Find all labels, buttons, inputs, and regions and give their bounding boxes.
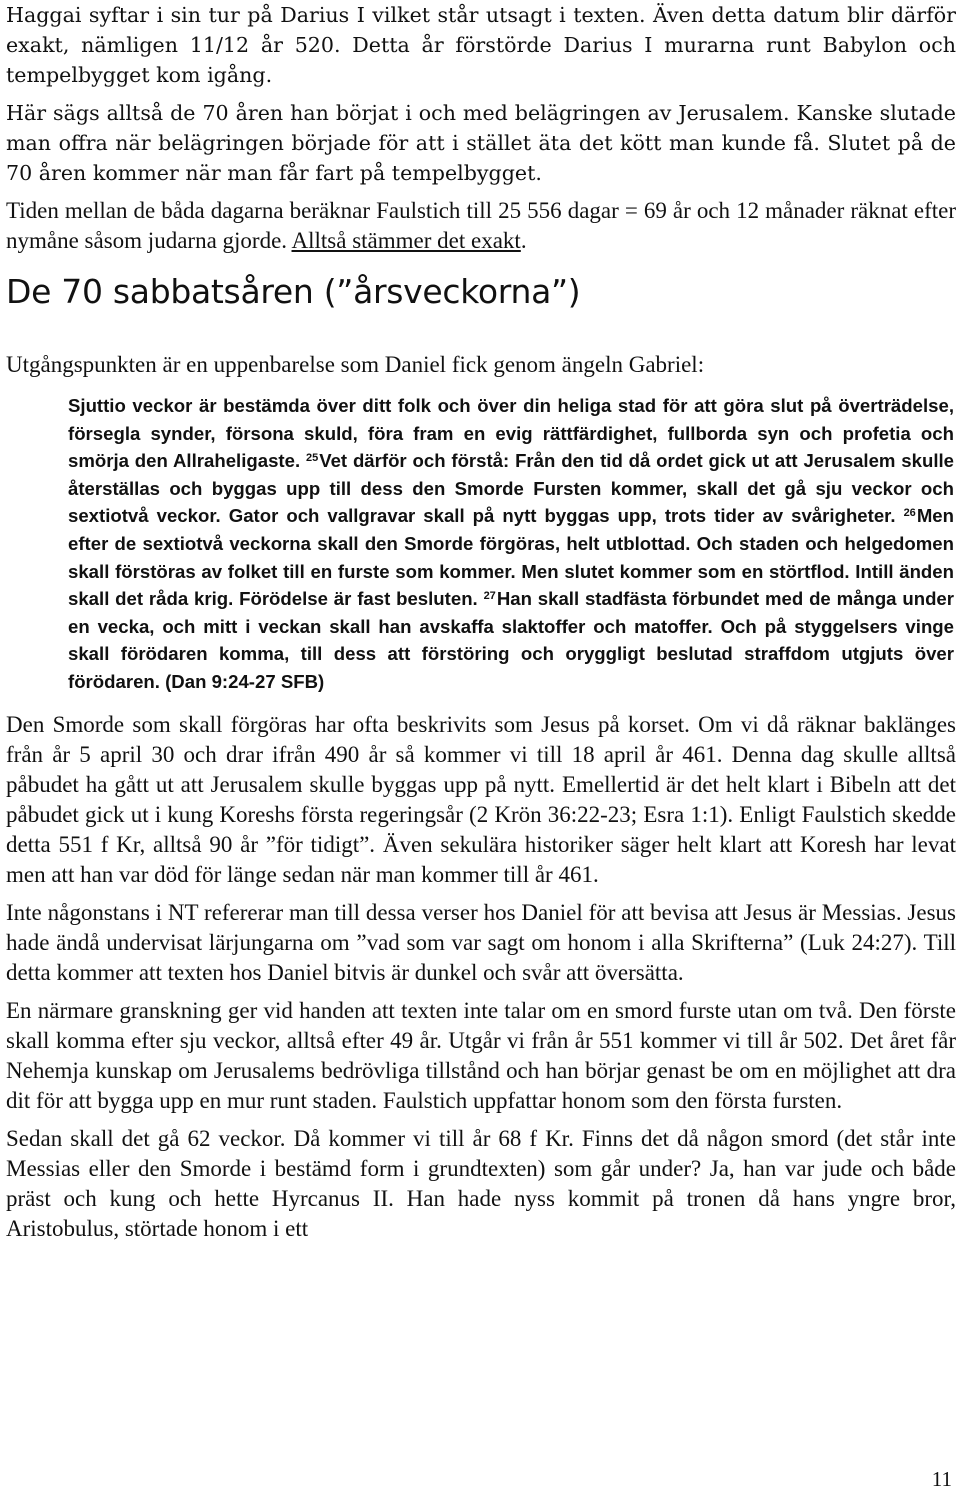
paragraph-smorde: Den Smorde som skall förgöras har ofta beskrivits som Jesus på korset. Om vi då räknar baklänges från år 5 april 30 och drar ifrån 490 år så kommer vi till 18 april år 461. Denna dag skulle alltså påbudet ha gått ut att Jerusalem skulle byggas upp på nytt. Emellertid är det helt klart i Bibeln att det påbudet gick ut i kung Koreshs första regeringsår (2 Krön 36:22-23; Esra 1:1). Enligt Faulstich skedde detta 551 f Kr, alltså 90 år ”för tidigt”. Även sekulära historiker säger helt klart att Koresh har levat men att han var död för länge sedan när man kommer till år 461. [6, 711, 956, 887]
document-page [6, 0, 956, 1244]
paragraph-haggai: Haggai syftar i sin tur på Darius I vilket står utsagt i texten. Även detta datum blir därför exakt, nämligen 11/12 år 520. Detta år förstörde Darius I murarna runt Babylon och tempelbygget kom igång. [6, 3, 956, 87]
p3-underlined: Alltså stämmer det exakt [291, 228, 521, 253]
p3-text: Tiden mellan de båda dagarna beräknar Faulstich till 25 556 dagar = 69 år och 12 månader räknat efter nymåne såsom judarna gjorde. [6, 198, 956, 253]
verse-27: Han skall stadfästa förbundet med de många under en vecka, och mitt i veckan skall han avskaffa slaktoffer och matoffer. Och på styggelsers vinge skall förödaren komma, till dess att förstöring och oryggligt beslutad straffdom utgjuts över förödaren. (Dan 9:24-27 SFB) [68, 588, 955, 692]
intro-paragraph: Utgångspunkten är en uppenbarelse som Daniel fick genom ängeln Gabriel: [6, 352, 705, 377]
verse-number-25: 25 [305, 452, 319, 465]
paragraph-nt: Inte någonstans i NT refererar man till dessa verser hos Daniel för att bevisa att Jesus är Messias. Jesus hade ändå undervisat lärjungarna om ”vad som var sagt om honom i alla Skrifterna” (Luk 24:27). Till detta kommer att texten hos Daniel bitvis är dunkel och svår att översätta. [6, 899, 956, 985]
verse-25: Vet därför och förstå: Från den tid då ordet gick ut att Jerusalem skulle återställas och byggas upp till dess den Smorde Fursten kommer, skall det gå sju veckor och sextiotvå veckor. Gator och vallgravar skall på nytt byggas upp, trots tider av svårigheter. [68, 450, 954, 527]
scripture-quote [68, 392, 954, 696]
paragraph-faulstich-days [6, 196, 956, 256]
verse-26: Men efter de sextiotvå veckorna skall den Smorde förgöras, helt utblottad. Och staden och helgedomen skall förstöras av folket till en furste som kommer. Men slutet kommer som en störtflod. Intill änden skall det råda krig. Förödelse är fast besluten. [68, 505, 954, 610]
section-heading: De 70 sabbatsåren (”årsveckorna”) [6, 272, 581, 311]
verse-number-26: 26 [903, 507, 916, 520]
paragraph-62-veckor: Sedan skall det gå 62 veckor. Då kommer vi till år 68 f Kr. Finns det då någon smord (det står inte Messias eller den Smorde i bestämd form i grundtexten) som går under? Ja, han var jude och både präst och kung och hette Hyrcanus II. Han hade nyss kommit på tronen då hans yngre bror, Aristobulus, störtade honom i ett [6, 1125, 956, 1241]
paragraph-70-years: Här sägs alltså de 70 åren han börjat i och med belägringen av Jerusalem. Kanske slutade man offra när belägringen började för att i stället äta det kött man kunde få. Slutet på de 70 åren kommer när man får fart på tempelbygget. [6, 101, 956, 185]
paragraph-granskning: En närmare granskning ger vid handen att texten inte talar om en smord furste utan om två. Den förste skall komma efter sju veckor, alltså efter 49 år. Utgår vi från år 551 kommer vi till år 502. Det året får Nehemja kunskap om Jerusalems bedrövliga tillstånd och han börjar genast be om en möjlighet att dra dit för att bygga upp en mur runt staden. Faulstich uppfattar honom som den första fursten. [6, 997, 956, 1113]
verse-number-27: 27 [483, 590, 496, 603]
page-number: 11 [931, 1467, 952, 1491]
p3-end: . [520, 228, 527, 253]
verse-24: Sjuttio veckor är bestämda över ditt folk och över din heliga stad för att göra slut på överträdelse, försegla synder, försona skuld, föra fram en evig rättfärdighet, fullborda syn och profetia och smörja den Allraheligaste. [68, 395, 954, 472]
